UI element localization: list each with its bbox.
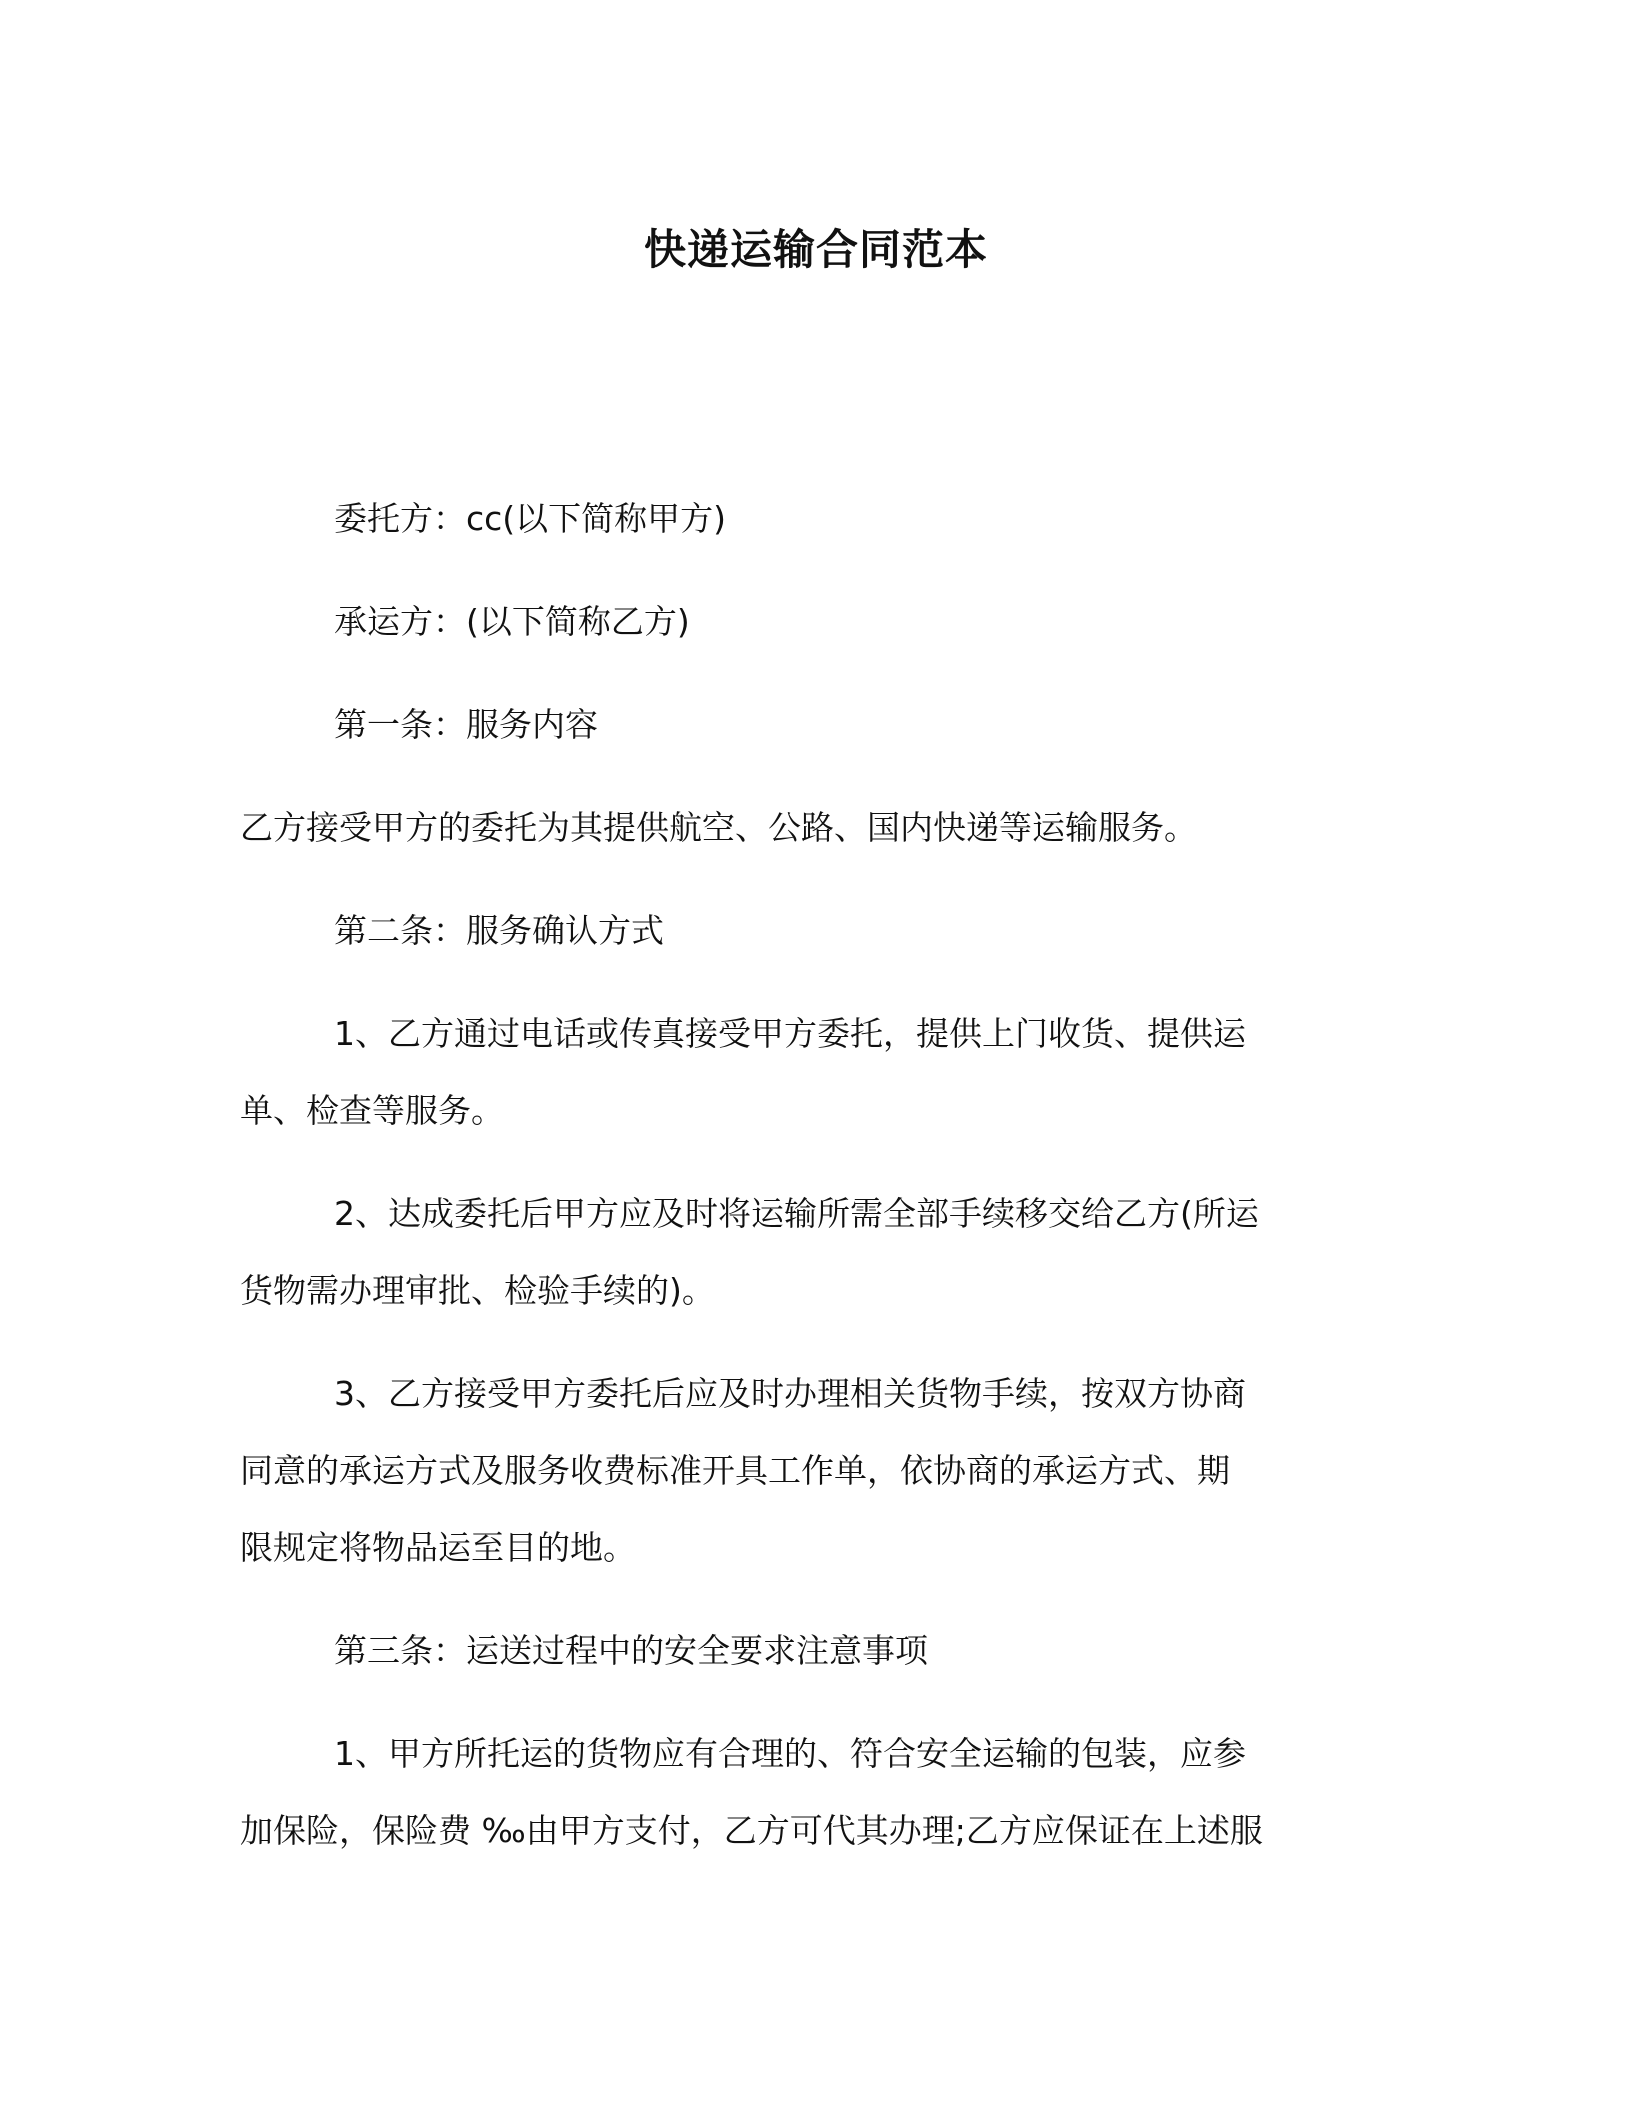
article-2-item-1 <box>240 1009 1380 1136</box>
article-2-item-3 <box>240 1369 1380 1573</box>
text-line: 1、甲方所托运的货物应有合理的、符合安全运输的包装，应参 <box>334 1734 1246 1773</box>
text-line: 委托方：cc(以下简称甲方) <box>334 499 727 538</box>
text-line: 3、乙方接受甲方委托后应及时办理相关货物手续，按双方协商 <box>334 1374 1246 1413</box>
text-line: 第一条：服务内容 <box>334 705 598 744</box>
article-1-heading <box>240 700 1380 750</box>
text-line: 第三条：运送过程中的安全要求注意事项 <box>334 1631 928 1670</box>
document-body <box>240 494 1380 1909</box>
text-line: 乙方接受甲方的委托为其提供航空、公路、国内快递等运输服务。 <box>240 808 1197 847</box>
text-line: 同意的承运方式及服务收费标准开具工作单，依协商的承运方式、期 <box>240 1451 1230 1490</box>
text-line: 限规定将物品运至目的地。 <box>240 1528 636 1567</box>
article-1-body <box>240 803 1380 853</box>
article-3-heading <box>240 1626 1380 1676</box>
article-2-heading <box>240 906 1380 956</box>
article-3-item-1 <box>240 1729 1380 1856</box>
paragraph-carrier <box>240 597 1380 647</box>
text-line: 承运方：(以下简称乙方) <box>334 602 690 641</box>
text-line: 第二条：服务确认方式 <box>334 911 664 950</box>
text-line: 1、乙方通过电话或传真接受甲方委托，提供上门收货、提供运 <box>334 1014 1246 1053</box>
article-2-item-2 <box>240 1189 1380 1316</box>
paragraph-client <box>240 494 1380 544</box>
text-line: 单、检查等服务。 <box>240 1091 504 1130</box>
text-line: 2、达成委托后甲方应及时将运输所需全部手续移交给乙方(所运 <box>334 1194 1259 1233</box>
document-title: 快递运输合同范本 <box>643 225 988 274</box>
text-line: 货物需办理审批、检验手续的)。 <box>240 1271 715 1310</box>
text-line: 加保险，保险费 ‰由甲方支付，乙方可代其办理;乙方应保证在上述服 <box>240 1811 1263 1850</box>
